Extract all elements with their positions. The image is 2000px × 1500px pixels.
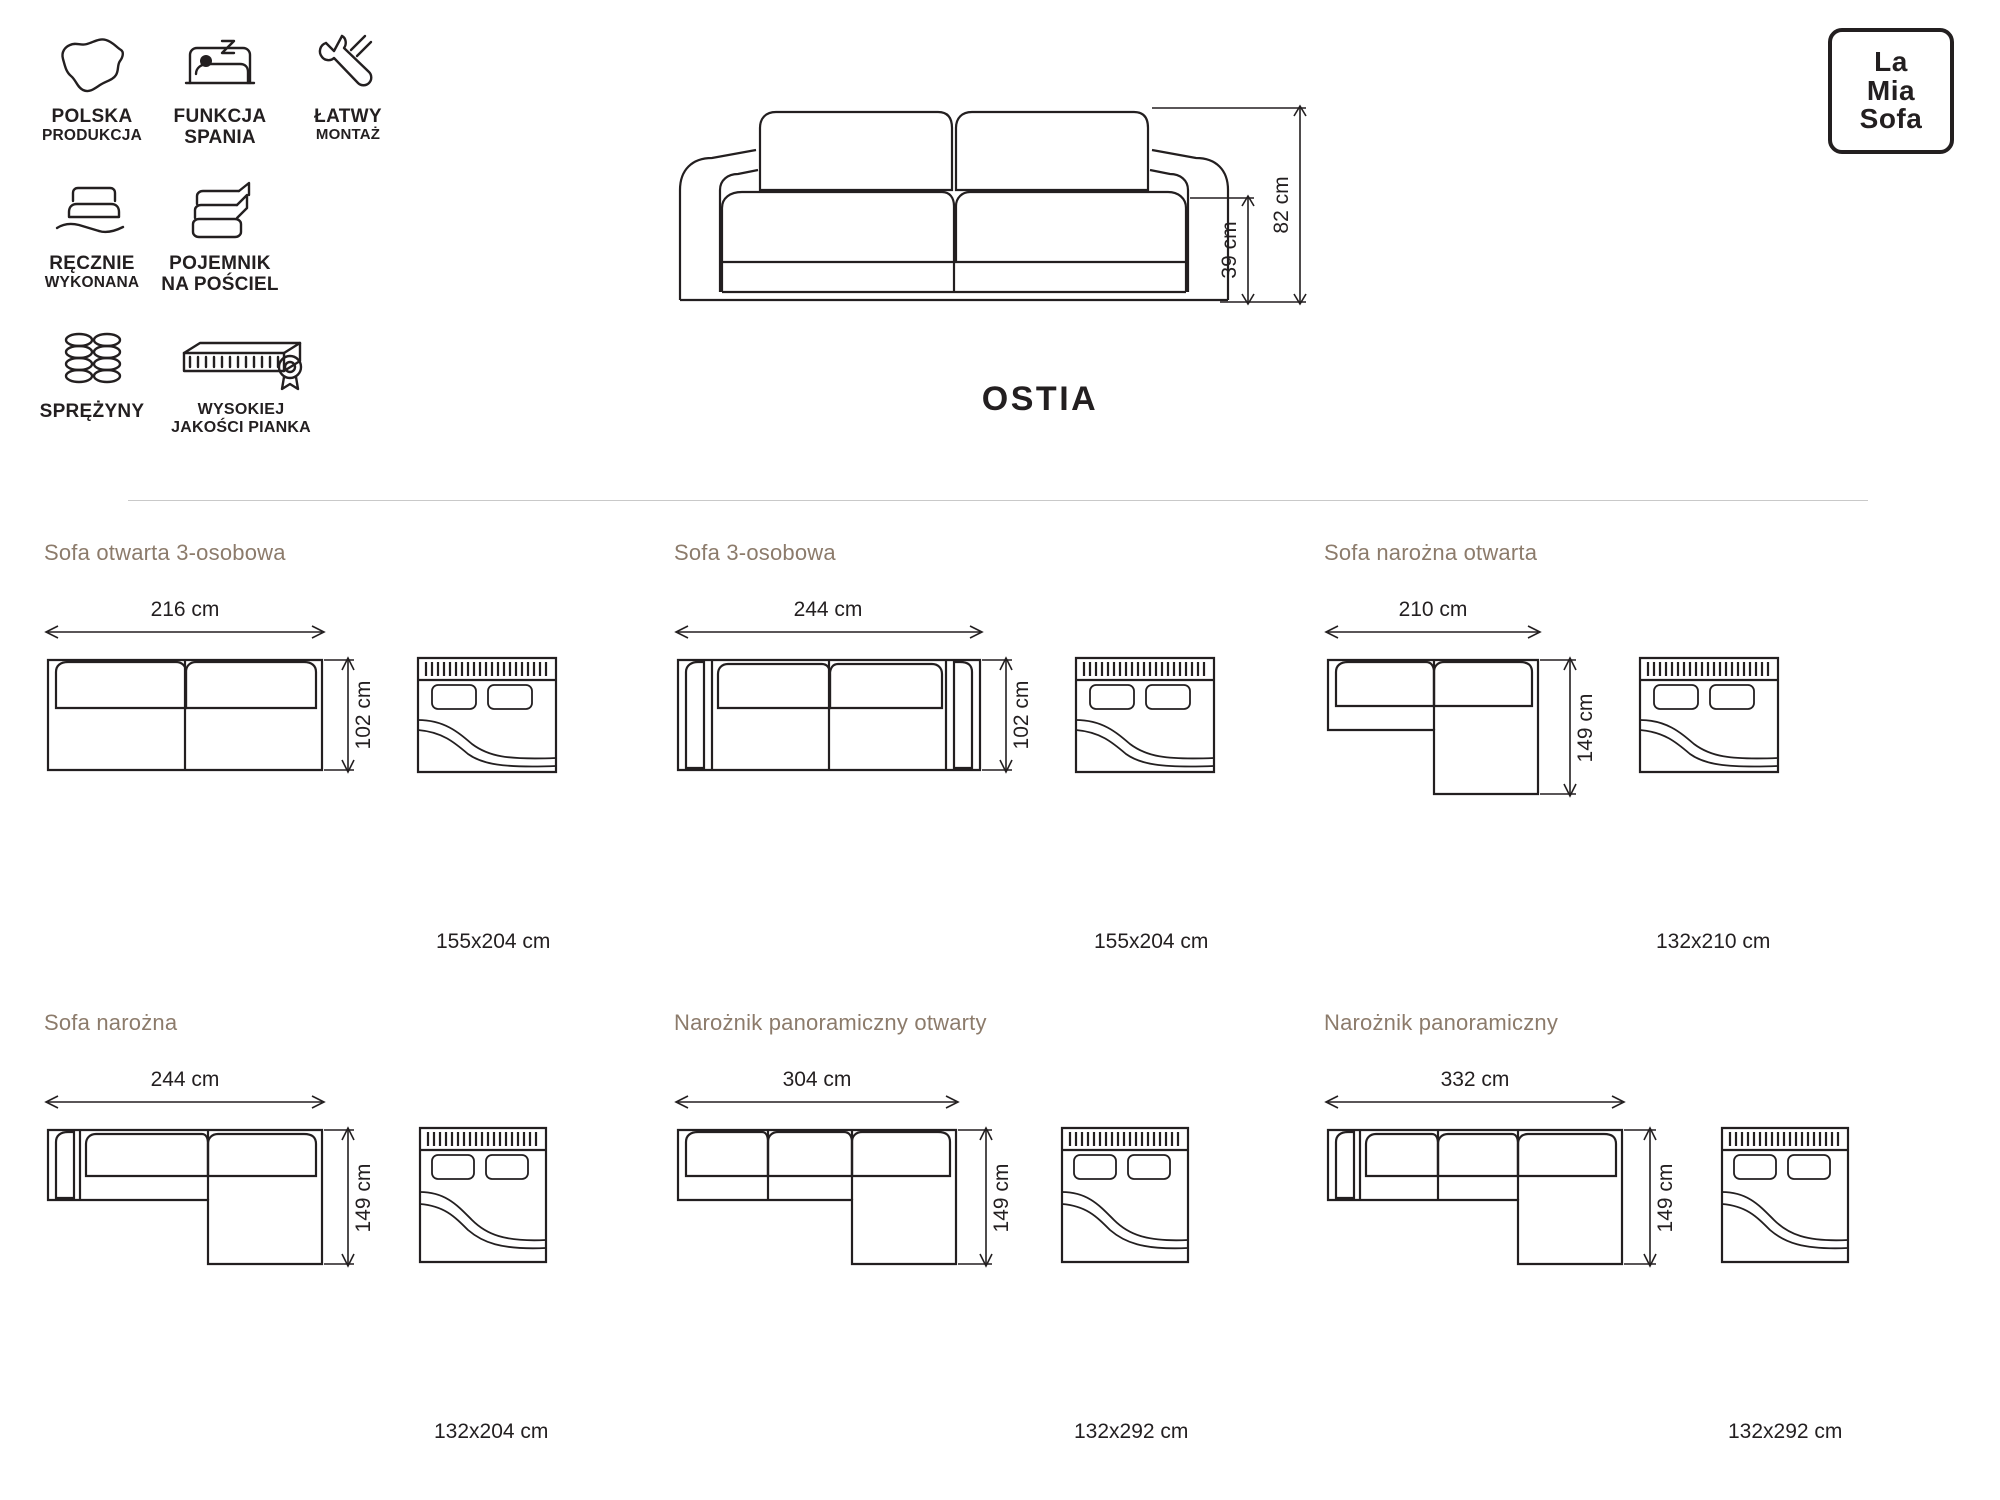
variant-title: Narożnik panoramiczny xyxy=(1324,1010,1559,1035)
feature-latwy-montaz xyxy=(284,22,412,144)
variant-bed-label: 132x210 cm xyxy=(1656,930,1771,953)
section-divider xyxy=(128,500,1868,501)
feature-label xyxy=(28,106,156,145)
variant-depth-label: 149 cm xyxy=(1574,693,1597,763)
feature-label xyxy=(284,106,412,144)
feature-wysokiej-jakosci-pianka xyxy=(156,317,326,437)
feature-sprezyny xyxy=(28,317,156,422)
variant-row-2 xyxy=(0,1010,2000,1443)
variant-width-label: 304 cm xyxy=(782,1068,852,1091)
feature-spacer xyxy=(284,169,412,175)
variant-grid xyxy=(0,540,2000,1443)
feature-label xyxy=(156,106,284,149)
variant-sofa-3-osobowa xyxy=(670,540,1290,960)
variant-width-label: 210 cm xyxy=(1398,598,1468,621)
variant-title: Sofa narożna xyxy=(44,1010,178,1035)
feature-funkcja-spania xyxy=(156,22,284,149)
variant-row-1 xyxy=(0,540,2000,960)
springs-icon xyxy=(28,323,156,399)
sleeping-person-icon xyxy=(156,28,284,104)
variant-bed-label: 132x204 cm xyxy=(434,1420,549,1443)
feature-label-line1: RĘCZNIE xyxy=(49,252,135,274)
variant-naroznik-panoramiczny-otwarty xyxy=(670,1010,1290,1443)
hand-sofa-icon xyxy=(28,175,156,251)
feature-label-line1: SPRĘŻYNY xyxy=(39,401,145,423)
brand-logo xyxy=(1828,28,1954,154)
variant-sofa-narozna-otwarta xyxy=(1320,540,1940,960)
hero-sofa-drawing xyxy=(660,40,1420,340)
variant-bed-label: 155x204 cm xyxy=(436,930,551,953)
bedding-storage-icon xyxy=(156,175,284,251)
variant-bed-label: 155x204 cm xyxy=(1094,930,1209,953)
feature-pojemnik-na-posciel xyxy=(156,169,284,296)
feature-label-line2: SPANIA xyxy=(184,127,256,149)
variant-naroznik-panoramiczny xyxy=(1320,1010,1940,1443)
feature-label-line1: FUNKCJA xyxy=(173,106,267,127)
variant-title: Sofa 3-osobowa xyxy=(674,540,836,565)
variant-width-label: 244 cm xyxy=(150,1068,220,1091)
feature-label-line1: POLSKA xyxy=(51,106,133,127)
feature-label-line2: WYKONANA xyxy=(44,273,140,291)
feature-recznie-wykonana xyxy=(28,169,156,292)
feature-list xyxy=(28,22,488,437)
logo-line-3: Sofa xyxy=(1859,103,1923,135)
feature-row-2 xyxy=(28,169,488,296)
variant-depth-label: 149 cm xyxy=(1654,1163,1677,1233)
variant-width-label: 332 cm xyxy=(1440,1068,1510,1091)
feature-label xyxy=(156,253,284,296)
variant-sofa-narozna xyxy=(40,1010,660,1443)
foam-block-icon xyxy=(156,323,326,399)
hero-seat-height-label: 39 cm xyxy=(1218,221,1241,279)
logo-line-2: Mia xyxy=(1866,74,1916,106)
variant-sofa-otwarta-3-osobowa xyxy=(40,540,660,960)
feature-row-3 xyxy=(28,317,488,437)
feature-label-line2: PRODUKCJA xyxy=(42,127,142,145)
feature-label xyxy=(28,253,156,292)
feature-row-1 xyxy=(28,22,488,149)
hero-height-label: 82 cm xyxy=(1270,176,1293,234)
feature-label-line2: NA POŚCIEL xyxy=(161,273,279,295)
feature-polska-produkcja xyxy=(28,22,156,145)
logo-line-1: La xyxy=(1874,46,1908,78)
variant-title: Sofa otwarta 3-osobowa xyxy=(44,540,286,565)
variant-bed-label: 132x292 cm xyxy=(1728,1420,1843,1443)
variant-depth-label: 102 cm xyxy=(352,680,375,750)
variant-depth-label: 102 cm xyxy=(1010,680,1033,750)
variant-width-label: 244 cm xyxy=(793,598,863,621)
feature-label-line2: JAKOŚCI PIANKA xyxy=(171,418,311,436)
feature-label-line1: WYSOKIEJ xyxy=(197,401,285,419)
feature-label-line1: ŁATWY xyxy=(314,106,382,127)
variant-title: Sofa narożna otwarta xyxy=(1324,540,1538,565)
feature-label xyxy=(156,401,326,437)
feature-label xyxy=(28,401,156,422)
feature-label-line2: MONTAŻ xyxy=(315,126,381,144)
tools-icon xyxy=(284,28,412,104)
variant-depth-label: 149 cm xyxy=(352,1163,375,1233)
poland-map-icon xyxy=(28,28,156,104)
feature-label-line1: POJEMNIK xyxy=(169,252,271,274)
variant-depth-label: 149 cm xyxy=(990,1163,1013,1233)
variant-width-label: 216 cm xyxy=(150,598,220,621)
variant-title: Narożnik panoramiczny otwarty xyxy=(674,1010,987,1035)
variant-bed-label: 132x292 cm xyxy=(1074,1420,1189,1443)
page-title: OSTIA xyxy=(981,380,1099,418)
